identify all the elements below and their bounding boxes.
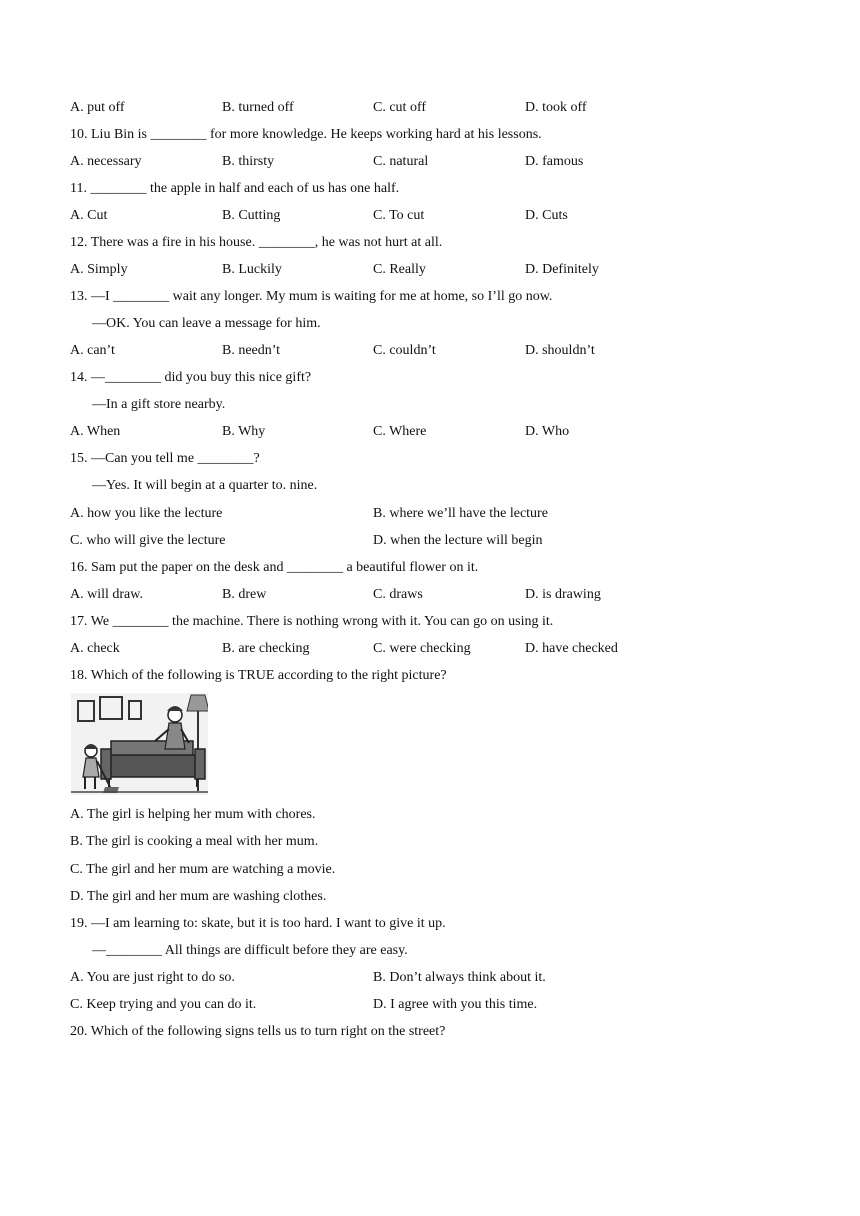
- q11-option-c: C. To cut: [373, 208, 425, 223]
- q10-option-c: C. natural: [373, 154, 429, 169]
- q13-stem: 13. —I ________ wait any longer. My mum is waiting for me at home, so I’ll go now.: [70, 289, 553, 304]
- q16-option-c: C. draws: [373, 587, 423, 602]
- q9-option-d: D. took off: [525, 100, 587, 115]
- q16-options: [70, 585, 770, 605]
- q17-options: [70, 639, 770, 659]
- q12-option-d: D. Definitely: [525, 262, 599, 277]
- q19-stem: 19. —I am learning to: skate, but it is too hard. I want to give it up.: [70, 916, 446, 931]
- q19-option-a: A. You are just right to do so.: [70, 970, 235, 985]
- q14-reply: —In a gift store nearby.: [92, 397, 226, 412]
- q13-option-d: D. shouldn’t: [525, 343, 595, 358]
- q17-option-d: D. have checked: [525, 641, 618, 656]
- q19-option-b: B. Don’t always think about it.: [373, 970, 546, 985]
- q9-options: [70, 98, 770, 118]
- q11-option-b: B. Cutting: [222, 208, 281, 223]
- q13-options: [70, 341, 770, 361]
- q18-option-d: D. The girl and her mum are washing clothes.: [70, 889, 327, 904]
- q17-option-b: B. are checking: [222, 641, 310, 656]
- q9-option-c: C. cut off: [373, 100, 427, 115]
- q12-option-b: B. Luckily: [222, 262, 282, 277]
- q17-option-c: C. were checking: [373, 641, 471, 656]
- q17-stem: 17. We ________ the machine. There is nothing wrong with it. You can go on using it.: [70, 614, 554, 629]
- q10-stem: 10. Liu Bin is ________ for more knowledge. He keeps working hard at his lessons.: [70, 127, 542, 142]
- q13-reply: —OK. You can leave a message for him.: [92, 316, 321, 331]
- q19-reply: —________ All things are difficult before they are easy.: [92, 943, 408, 958]
- q9-option-b: B. turned off: [222, 100, 294, 115]
- q16-option-a: A. will draw.: [70, 587, 143, 602]
- q19-option-d: D. I agree with you this time.: [373, 997, 538, 1012]
- q14-option-a: A. When: [70, 424, 121, 439]
- q14-option-d: D. Who: [525, 424, 570, 439]
- q15-options-row2: [70, 531, 770, 551]
- q19-options-row2: [70, 995, 770, 1015]
- q19-option-c: C. Keep trying and you can do it.: [70, 997, 257, 1012]
- q15-option-d: D. when the lecture will begin: [373, 533, 543, 548]
- q13-option-b: B. needn’t: [222, 343, 281, 358]
- q9-option-a: A. put off: [70, 100, 125, 115]
- q14-option-b: B. Why: [222, 424, 266, 439]
- q11-option-d: D. Cuts: [525, 208, 568, 223]
- q14-options: [70, 422, 770, 442]
- q18-option-b: B. The girl is cooking a meal with her mum.: [70, 834, 319, 849]
- q10-option-d: D. famous: [525, 154, 584, 169]
- q10-option-b: B. thirsty: [222, 154, 275, 169]
- q19-options-row1: [70, 968, 770, 988]
- q12-stem: 12. There was a fire in his house. ________, he was not hurt at all.: [70, 235, 443, 250]
- q10-option-a: A. necessary: [70, 154, 142, 169]
- q15-option-b: B. where we’ll have the lecture: [373, 506, 548, 521]
- q17-option-a: A. check: [70, 641, 120, 656]
- q13-option-c: C. couldn’t: [373, 343, 436, 358]
- q15-reply: —Yes. It will begin at a quarter to. nine.: [92, 478, 318, 493]
- q12-options: [70, 260, 770, 280]
- q18-option-a: A. The girl is helping her mum with chores.: [70, 807, 316, 822]
- q15-option-a: A. how you like the lecture: [70, 506, 223, 521]
- q20-stem: 20. Which of the following signs tells us to turn right on the street?: [70, 1024, 446, 1039]
- q15-stem: 15. —Can you tell me ________?: [70, 451, 260, 466]
- q11-stem: 11. ________ the apple in half and each of us has one half.: [70, 181, 400, 196]
- q13-option-a: A. can’t: [70, 343, 115, 358]
- q16-option-d: D. is drawing: [525, 587, 601, 602]
- q16-option-b: B. drew: [222, 587, 267, 602]
- q14-option-c: C. Where: [373, 424, 427, 439]
- q15-options-row1: [70, 504, 770, 524]
- q18-stem: 18. Which of the following is TRUE according to the right picture?: [70, 668, 447, 683]
- q11-option-a: A. Cut: [70, 208, 108, 223]
- q14-stem: 14. —________ did you buy this nice gift?: [70, 370, 312, 385]
- q15-option-c: C. who will give the lecture: [70, 533, 226, 548]
- q11-options: [70, 206, 770, 226]
- q18-option-c: C. The girl and her mum are watching a movie.: [70, 862, 336, 877]
- q18-picture-girl-and-mum: [71, 693, 208, 795]
- q12-option-c: C. Really: [373, 262, 426, 277]
- q16-stem: 16. Sam put the paper on the desk and ________ a beautiful flower on it.: [70, 560, 479, 575]
- q10-options: [70, 152, 770, 172]
- q12-option-a: A. Simply: [70, 262, 128, 277]
